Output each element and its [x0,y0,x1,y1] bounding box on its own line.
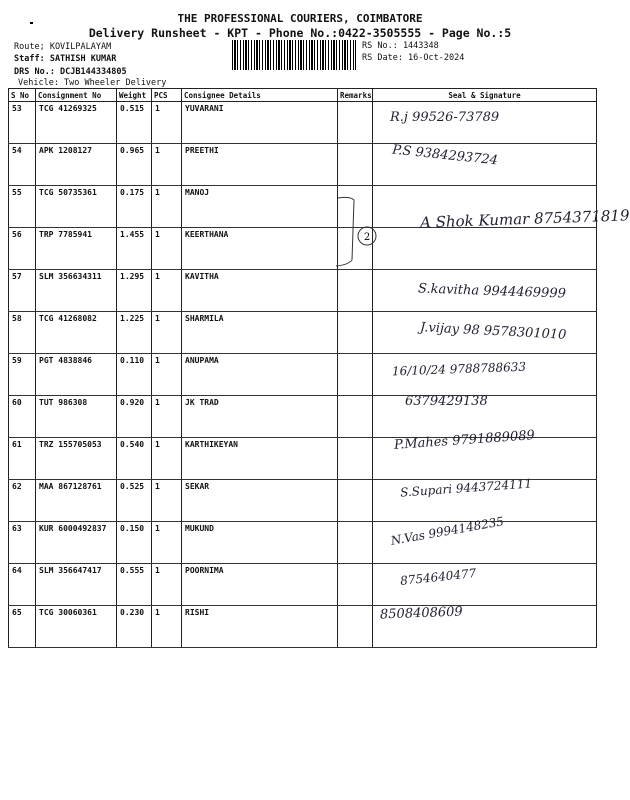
consignee-name: PREETHI [182,144,338,186]
remarks [338,396,373,438]
pieces: 1 [152,144,182,186]
pieces: 1 [152,312,182,354]
remarks [338,312,373,354]
col-consignment: Consignment No [36,89,117,102]
consignee-name: YUVARANI [182,102,338,144]
vehicle-label: Vehicle: Two Wheeler Delivery [18,78,167,88]
pieces: 1 [152,228,182,270]
consignment-number: TCG 30060361 [36,606,117,648]
remarks [338,480,373,522]
handwritten-signature: N.Vas 9994148235 [389,514,505,548]
rs-date: RS Date: 16-Oct-2024 [362,53,465,63]
consignment-number: TCG 41269325 [36,102,117,144]
weight: 1.225 [117,312,152,354]
consignee-name: MUKUND [182,522,338,564]
pieces: 1 [152,480,182,522]
consignment-number: SLM 356634311 [36,270,117,312]
pieces: 1 [152,606,182,648]
remarks [338,144,373,186]
table-row [9,606,597,648]
consignee-name: ANUPAMA [182,354,338,396]
serial-number: 54 [9,144,36,186]
weight: 0.110 [117,354,152,396]
remarks [338,522,373,564]
barcode [232,40,356,70]
table-row [9,522,597,564]
handwritten-signature: S.kavitha 9944469999 [417,281,567,302]
serial-number: 61 [9,438,36,480]
weight: 0.555 [117,564,152,606]
consignee-name: JK TRAD [182,396,338,438]
col-consignee: Consignee Details [182,89,338,102]
remarks [338,354,373,396]
remark-mark: 2 [363,232,371,243]
pieces: 1 [152,396,182,438]
pieces: 1 [152,270,182,312]
consignment-number: TCG 41268082 [36,312,117,354]
pieces: 1 [152,102,182,144]
weight: 1.455 [117,228,152,270]
company-title: THE PROFESSIONAL COURIERS, COIMBATORE [177,12,423,25]
serial-number: 55 [9,186,36,228]
signature [373,228,597,270]
handwritten-signature: A Shok Kumar 8754371819 [419,206,630,232]
handwritten-signature: 6379429138 [405,394,488,409]
serial-number: 53 [9,102,36,144]
consignment-number: APK 1208127 [36,144,117,186]
consignment-number: TUT 986308 [36,396,117,438]
runsheet-subtitle: Delivery Runsheet - KPT - Phone No.:0422-3505555 - Page No.:5 [88,26,512,40]
col-remarks: Remarks [338,89,373,102]
serial-number: 58 [9,312,36,354]
handwritten-signature: P.S 9384293724 [391,142,499,169]
handwritten-signature: P.Mahes 9791889089 [393,428,536,453]
consignee-name: KEERTHANA [182,228,338,270]
consignee-name: KARTHIKEYAN [182,438,338,480]
rs-number: RS No.: 1443348 [362,41,439,51]
consignment-number: TRP 7785941 [36,228,117,270]
col-pcs: PCS [152,89,182,102]
staff-label: Staff: SATHISH KUMAR [14,54,117,64]
weight: 0.150 [117,522,152,564]
serial-number: 56 [9,228,36,270]
weight: 0.965 [117,144,152,186]
serial-number: 65 [9,606,36,648]
weight: 0.230 [117,606,152,648]
consignee-name: SEKAR [182,480,338,522]
serial-number: 60 [9,396,36,438]
handwritten-signature: R.j 99526-73789 [390,110,500,125]
table-row [9,228,597,270]
weight: 1.295 [117,270,152,312]
pieces: 1 [152,186,182,228]
remarks [338,606,373,648]
consignee-name: KAVITHA [182,270,338,312]
remarks [338,564,373,606]
pieces: 1 [152,522,182,564]
pieces: 1 [152,564,182,606]
col-weight: Weight [117,89,152,102]
pieces: 1 [152,438,182,480]
weight: 0.525 [117,480,152,522]
handwritten-signature: J.vijay 98 9578301010 [419,320,567,343]
serial-number: 62 [9,480,36,522]
serial-number: 57 [9,270,36,312]
table-row [9,102,597,144]
weight: 0.540 [117,438,152,480]
consignee-name: MANOJ [182,186,338,228]
remarks [338,102,373,144]
consignee-name: RISHI [182,606,338,648]
drs-label: DRS No.: DCJB144334805 [14,67,127,77]
serial-number: 59 [9,354,36,396]
consignee-name: SHARMILA [182,312,338,354]
route-label: Route; KOVILPALAYAM [14,42,112,52]
weight: 0.175 [117,186,152,228]
serial-number: 64 [9,564,36,606]
handwritten-signature: 16/10/24 9788788633 [391,359,527,379]
handwritten-signature: 8508408609 [379,604,463,623]
pieces: 1 [152,354,182,396]
consignment-number: TRZ 155705053 [36,438,117,480]
table-row [9,144,597,186]
consignment-number: PGT 4838846 [36,354,117,396]
table-header-row [9,89,597,102]
col-sno: S No [9,89,36,102]
consignment-number: SLM 356647417 [36,564,117,606]
col-signature: Seal & Signature [373,89,597,102]
remarks [338,270,373,312]
table-row [9,564,597,606]
consignment-number: KUR 6000492837 [36,522,117,564]
serial-number: 63 [9,522,36,564]
remarks [338,438,373,480]
weight: 0.920 [117,396,152,438]
remark-bracket [330,190,380,270]
handwritten-signature: 8754640477 [399,566,477,588]
consignment-number: TCG 50735361 [36,186,117,228]
weight: 0.515 [117,102,152,144]
consignee-name: POORNIMA [182,564,338,606]
consignment-number: MAA 867128761 [36,480,117,522]
handwritten-signature: S.Supari 9443724111 [399,476,533,500]
